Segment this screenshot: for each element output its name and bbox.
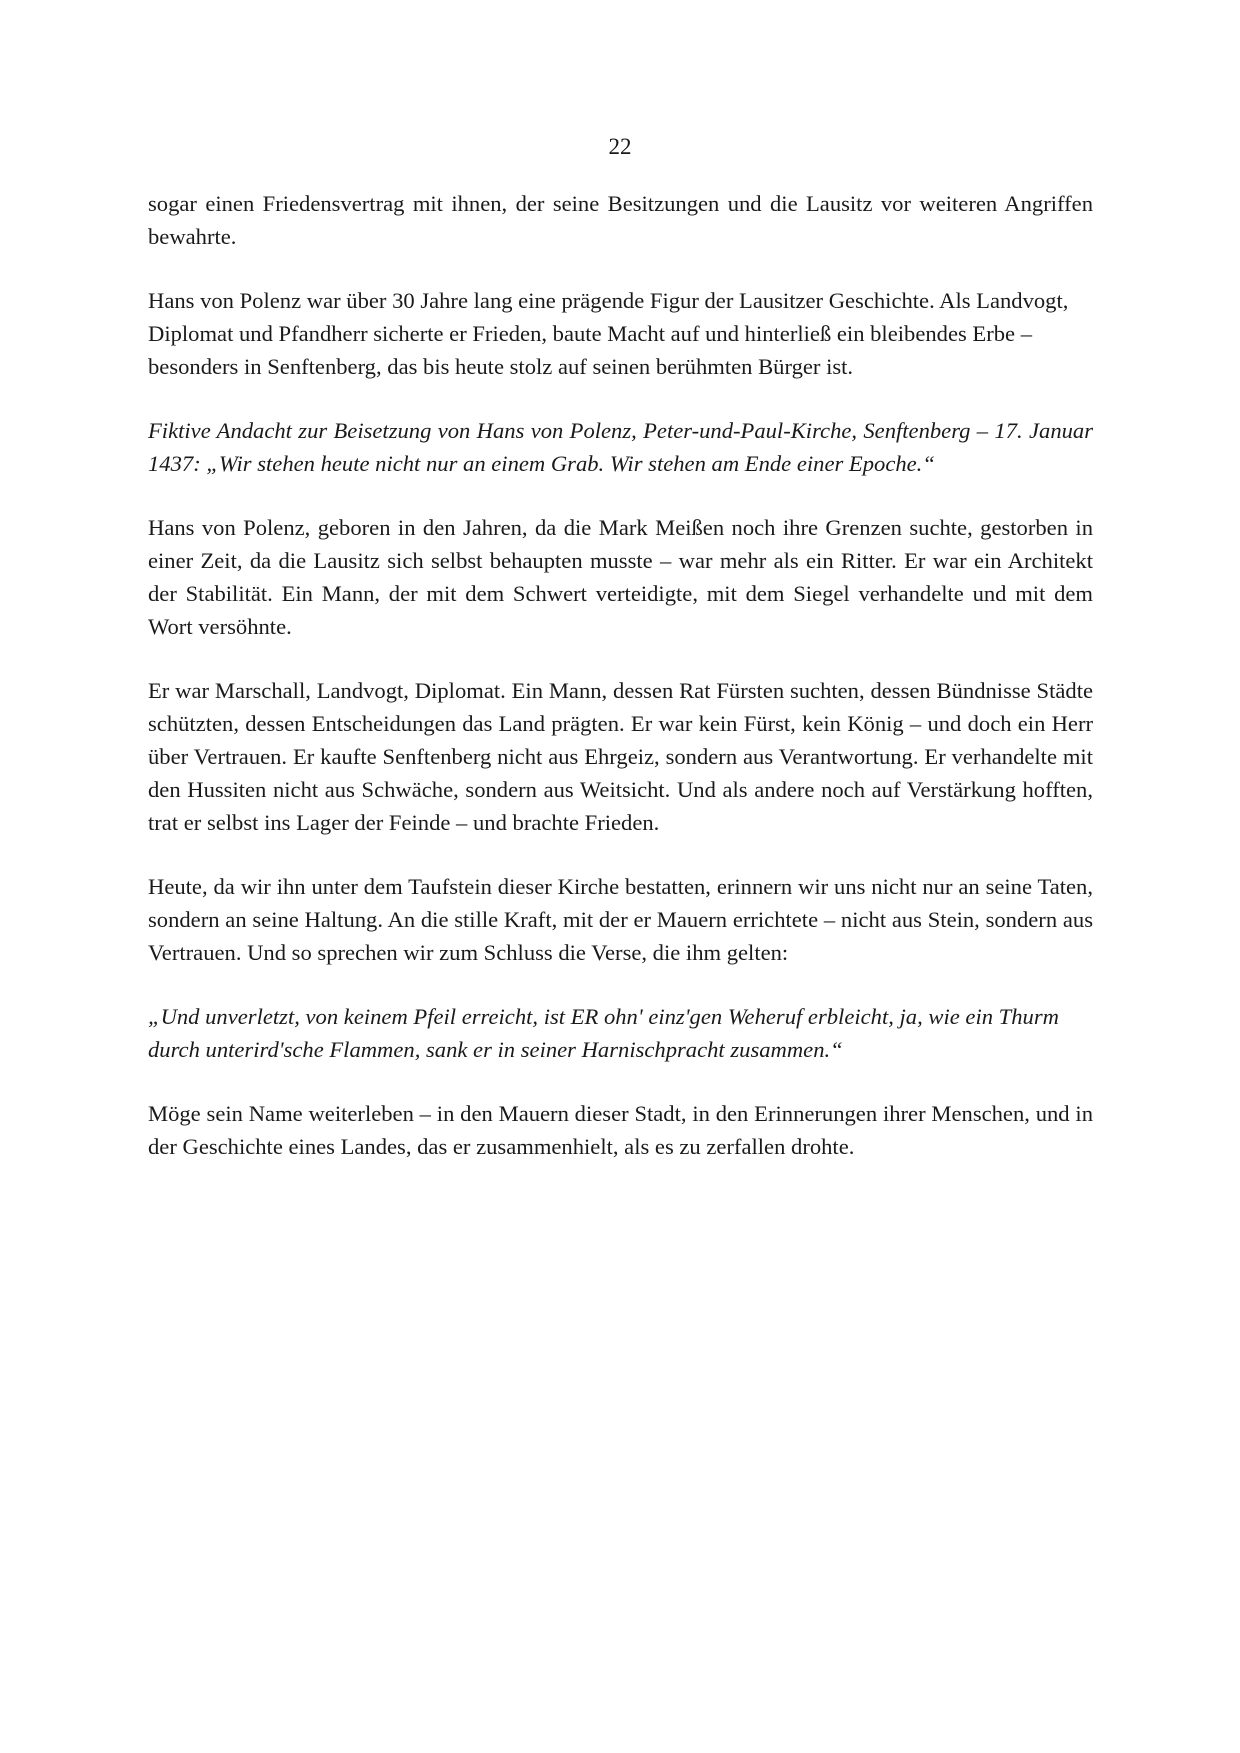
- paragraph-verse-quote: „Und unverletzt, von keinem Pfeil erreicht, ist ER ohn' einz'gen Weheruf erbleicht, ja, wie ein Thurm durch unterird'sche Flammen, sank er in seiner Harnischpracht zusammen.“: [148, 1004, 1059, 1062]
- paragraph-biography: Hans von Polenz, geboren in den Jahren, da die Mark Meißen noch ihre Grenzen suchte, gestorben in einer Zeit, da die Lausitz sich selbst behaupten musste – war mehr als ein Ritter. Er war ein Architekt der Stabilität. Ein Mann, der mit dem Schwert verteidigte, mit dem Siegel verhandelte und mit dem Wort versöhnte.: [148, 515, 1093, 639]
- paragraph-fictional-sermon-heading: Fiktive Andacht zur Beisetzung von Hans von Polenz, Peter-und-Paul-Kirche, Senftenberg – 17. Januar 1437: „Wir stehen heute nicht nur an einem Grab. Wir stehen am Ende einer Epoche.“: [148, 418, 1093, 476]
- body-text: [148, 187, 1093, 1194]
- paragraph-roles: Er war Marschall, Landvogt, Diplomat. Ein Mann, dessen Rat Fürsten suchten, dessen Bündnisse Städte schützten, dessen Entscheidungen das Land prägten. Er war kein Fürst, kein König – und doch ein Herr über Vertrauen. Er kaufte Senftenberg nicht aus Ehrgeiz, sondern aus Verantwortung. Er verhandelte mit den Hussiten nicht aus Schwäche, sondern aus Weitsicht. Und als andere noch auf Verstärkung hofften, trat er selbst ins Lager der Feinde – und brachte Frieden.: [148, 678, 1093, 835]
- paragraph-burial: Heute, da wir ihn unter dem Taufstein dieser Kirche bestatten, erinnern wir uns nicht nur an seine Taten, sondern an seine Haltung. An die stille Kraft, mit der er Mauern errichtete – nicht aus Stein, sondern aus Vertrauen. Und so sprechen wir zum Schluss die Verse, die ihm gelten:: [148, 874, 1093, 965]
- paragraph-closing: Möge sein Name weiterleben – in den Mauern dieser Stadt, in den Erinnerungen ihrer Menschen, und in der Geschichte eines Landes, das er zusammenhielt, als es zu zerfallen drohte.: [148, 1101, 1093, 1159]
- page-number: 22: [608, 134, 632, 159]
- paragraph-summary: Hans von Polenz war über 30 Jahre lang eine prägende Figur der Lausitzer Geschichte. Als Landvogt, Diplomat und Pfandherr sicherte er Frieden, baute Macht auf und hinterließ ein bleibendes Erbe – besonders in Senftenberg, das bis heute stolz auf seinen berühmten Bürger ist.: [148, 288, 1069, 379]
- paragraph-peace-treaty: sogar einen Friedensvertrag mit ihnen, der seine Besitzungen und die Lausitz vor weiteren Angriffen bewahrte.: [148, 191, 1093, 249]
